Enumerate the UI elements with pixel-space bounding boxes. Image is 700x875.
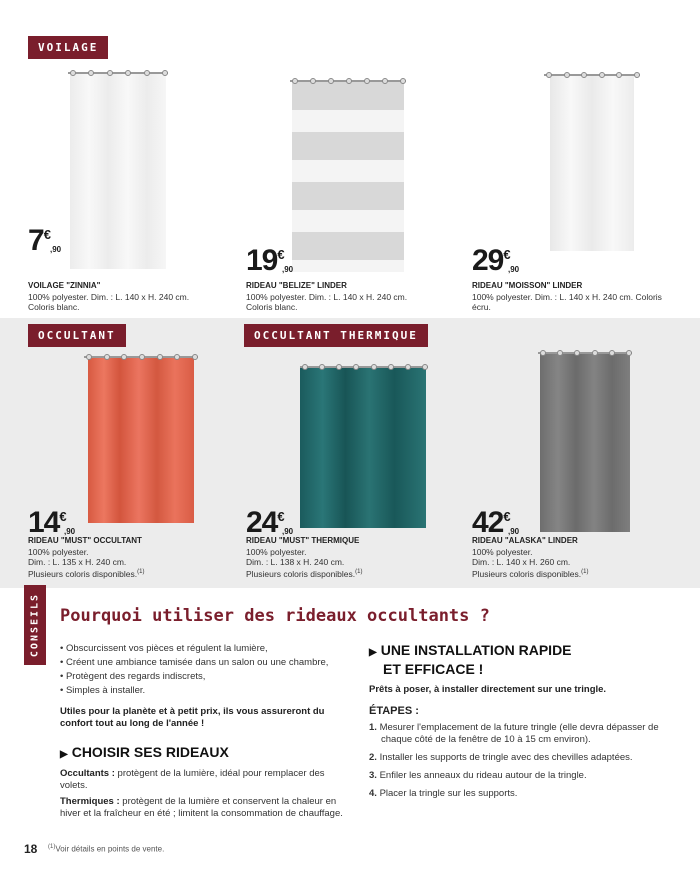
product-description: 100% polyester. Dim. : L. 140 x H. 240 cm. Coloris écru.: [472, 292, 662, 312]
list-item: 4. Placer la tringle sur les supports.: [369, 788, 518, 799]
arrow-icon: ▶: [369, 647, 377, 658]
curtain-ring-icon: [346, 78, 352, 84]
curtain-ring-icon: [626, 350, 632, 356]
product-name: RIDEAU "ALASKA" LINDER: [472, 536, 578, 545]
product-description: 100% polyester. Dim. : L. 135 x H. 240 cm. Plusieurs coloris disponibles.$^{(1)}$: [28, 547, 145, 579]
product-name: RIDEAU "MUST" OCCULTANT: [28, 536, 142, 545]
curtain-ring-icon: [371, 364, 377, 370]
curtain-ring-icon: [139, 354, 145, 360]
price: 14€ ,90: [28, 506, 76, 539]
price: 7€ ,90: [28, 224, 62, 257]
curtain-ring-icon: [400, 78, 406, 84]
product-description: 100% polyester. Dim. : L. 140 x H. 260 cm. Plusieurs coloris disponibles.$^{(1)}$: [472, 547, 589, 579]
conseils-title: Pourquoi utiliser des rideaux occultants ?: [60, 606, 490, 626]
curtain-ring-icon: [540, 350, 546, 356]
curtain-ring-icon: [157, 354, 163, 360]
footnote: $^{(1)}$Voir détails en points de vente.: [48, 844, 165, 854]
price: 42€ ,90: [472, 506, 520, 539]
list-item: • Protègent des regards indiscrets,: [60, 670, 328, 684]
curtain-ring-icon: [144, 70, 150, 76]
section-tag-voilage: VOILAGE: [28, 36, 108, 59]
steps-title: ÉTAPES :: [369, 705, 419, 717]
product-name: RIDEAU "BELIZE" LINDER: [246, 281, 347, 290]
curtain-ring-icon: [634, 72, 640, 78]
curtain-ring-icon: [70, 70, 76, 76]
curtain-ring-icon: [592, 350, 598, 356]
curtain-ring-icon: [609, 350, 615, 356]
list-item: • Obscurcissent vos pièces et régulent la lumière,: [60, 642, 328, 656]
product-name: RIDEAU "MUST" THERMIQUE: [246, 536, 360, 545]
curtain-ring-icon: [405, 364, 411, 370]
curtain-ring-icon: [328, 78, 334, 84]
product-name: VOILAGE "ZINNIA": [28, 281, 101, 290]
list-item: 2. Installer les supports de tringle avec des chevilles adaptées.: [369, 752, 633, 763]
page-number: 18: [24, 842, 38, 856]
benefits-list: [60, 642, 328, 698]
curtain-image-belize: [292, 82, 404, 272]
curtain-ring-icon: [599, 72, 605, 78]
curtain-ring-icon: [104, 354, 110, 360]
curtain-ring-icon: [86, 354, 92, 360]
list-item: 3. Enfiler les anneaux du rideau autour de la tringle.: [369, 770, 587, 781]
product-description: 100% polyester. Dim. : L. 138 x H. 240 cm. Plusieurs coloris disponibles.$^{(1)}$: [246, 547, 363, 579]
curtain-ring-icon: [292, 78, 298, 84]
steps-list: [369, 722, 669, 806]
curtain-ring-icon: [564, 72, 570, 78]
curtain-image-must-thermique: [300, 368, 426, 528]
product-description: 100% polyester. Dim. : L. 140 x H. 240 cm. Coloris blanc.: [28, 292, 190, 312]
choisir-heading: ▶ CHOISIR SES RIDEAUX: [60, 744, 229, 760]
section-tag-occultant-thermique: OCCULTANT THERMIQUE: [244, 324, 428, 347]
def-thermiques: Thermiques : protègent de la lumière et conservent la chaleur en hiver et la fraîcheur en été ; limitent la consommation de chauffage.: [60, 796, 343, 819]
price: 19€ ,90: [246, 244, 294, 277]
list-item: • Créent une ambiance tamisée dans un salon ou une chambre,: [60, 656, 328, 670]
price: 29€ ,90: [472, 244, 520, 277]
product-name: RIDEAU "MOISSON" LINDER: [472, 281, 583, 290]
curtain-image-zinnia: [70, 74, 166, 269]
install-heading: ▶ UNE INSTALLATION RAPIDE ET EFFICACE !: [369, 642, 572, 677]
curtain-ring-icon: [107, 70, 113, 76]
curtain-ring-icon: [546, 72, 552, 78]
curtain-ring-icon: [302, 364, 308, 370]
list-item: • Simples à installer.: [60, 684, 328, 698]
curtain-ring-icon: [310, 78, 316, 84]
product-description: 100% polyester. Dim. : L. 140 x H. 240 cm. Coloris blanc.: [246, 292, 408, 312]
price: 24€ ,90: [246, 506, 294, 539]
def-occultants: Occultants : protègent de la lumière, idéal pour remplacer des volets.: [60, 768, 325, 791]
arrow-icon: ▶: [60, 749, 68, 760]
section-tag-occultant: OCCULTANT: [28, 324, 126, 347]
curtain-ring-icon: [162, 70, 168, 76]
curtain-image-moisson: [550, 76, 634, 251]
list-item: 1. Mesurer l'emplacement de la future tringle (elle devra dépasser de chaque côté de la fenêtre de 10 à 15 cm environ).: [369, 722, 659, 745]
curtain-ring-icon: [192, 354, 198, 360]
curtain-ring-icon: [388, 364, 394, 370]
conseils-tab: CONSEILS: [24, 585, 46, 665]
curtain-image-must-occultant: [88, 358, 194, 523]
benefits-note: Utiles pour la planète et à petit prix, ils vous assureront du confort tout au long de l'année !: [60, 706, 325, 729]
curtain-ring-icon: [364, 78, 370, 84]
curtain-ring-icon: [422, 364, 428, 370]
curtain-image-alaska: [540, 354, 630, 532]
curtain-ring-icon: [382, 78, 388, 84]
install-subtitle: Prêts à poser, à installer directement sur une tringle.: [369, 684, 607, 695]
